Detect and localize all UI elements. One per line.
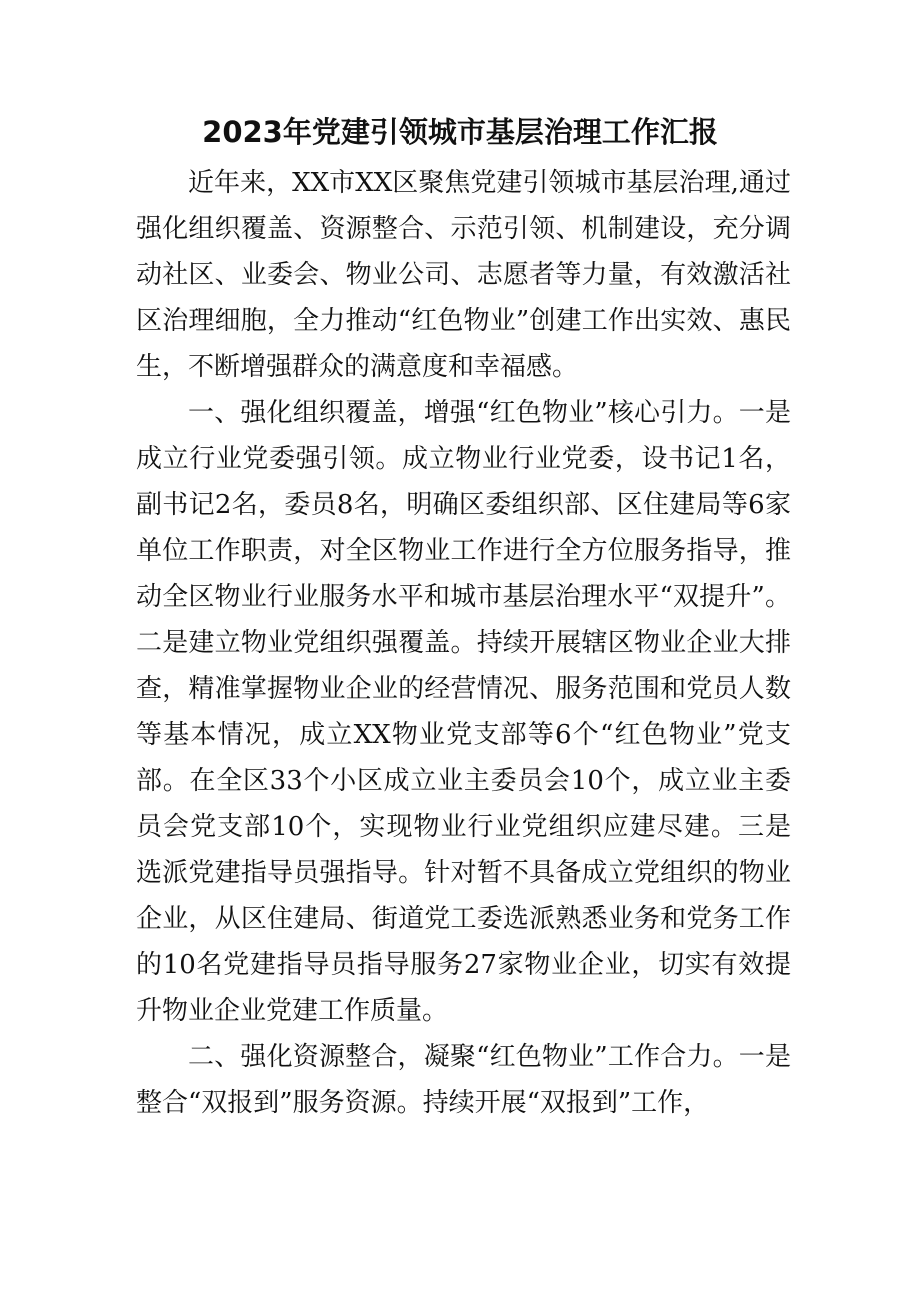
paragraph-intro: 近年来，XX市XX区聚焦党建引领城市基层治理,通过强化组织覆盖、资源整合、示范引领、机制建设，充分调动社区、业委会、物业公司、志愿者等力量，有效激活社区治理细胞，全力推动“红色物业”创建工作出实效、惠民生，不断增强群众的满意度和幸福感。 xyxy=(136,168,791,382)
paragraph-section-two: 二、强化资源整合，凝聚“红色物业”工作合力。一是整合“双报到”服务资源。持续开展“双报到”工作， xyxy=(136,1042,791,1118)
document-body xyxy=(136,160,791,1126)
paragraph-section-one: 一、强化组织覆盖，增强“红色物业”核心引力。一是成立行业党委强引领。成立物业行业党委，设书记1名，副书记2名，委员8名，明确区委组织部、区住建局等6家单位工作职责，对全区物业工作进行全方位服务指导，推动全区物业行业服务水平和城市基层治理水平“双提升”。二是建立物业党组织强覆盖。持续开展辖区物业企业大排查，精准掌握物业企业的经营情况、服务范围和党员人数等基本情况，成立XX物业党支部等6个“红色物业”党支部。在全区33个小区成立业主委员会10个，成立业主委员会党支部10个，实现物业行业党组织应建尽建。三是选派党建指导员强指导。针对暂不具备成立党组织的物业企业，从区住建局、街道党工委选派熟悉业务和党务工作的10名党建指导员指导服务27家物业企业，切实有效提升物业企业党建工作质量。 xyxy=(136,398,791,1026)
document-title: 2023年党建引领城市基层治理工作汇报 xyxy=(202,115,718,149)
